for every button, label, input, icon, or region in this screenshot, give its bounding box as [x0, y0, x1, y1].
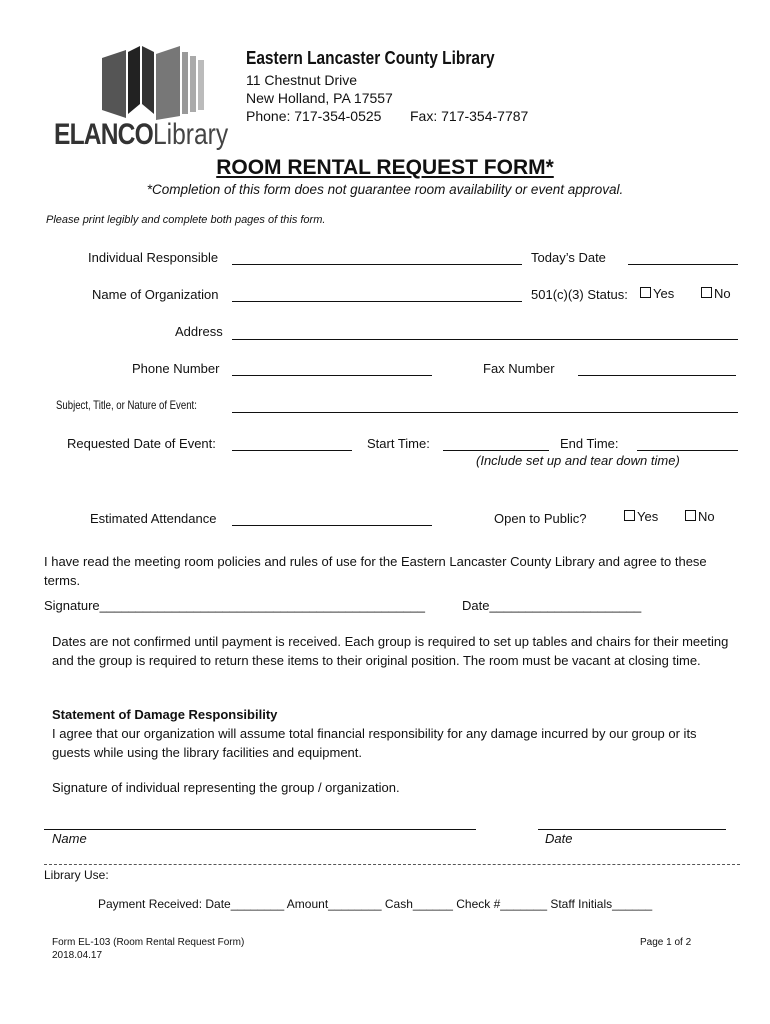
book-logo-icon: [100, 44, 210, 122]
status-yes-option[interactable]: [640, 286, 674, 301]
address-label: Address: [175, 324, 223, 339]
date-label: Date: [545, 831, 573, 846]
agreement-date[interactable]: Date_____________________: [462, 598, 642, 613]
todays-date-label: Today’s Date: [531, 250, 606, 265]
library-use-heading: Library Use:: [44, 868, 109, 882]
status-no-label: No: [714, 286, 731, 301]
checkbox-icon[interactable]: [685, 510, 696, 521]
damage-heading: Statement of Damage Responsibility: [52, 707, 278, 722]
address-line-2: New Holland, PA 17557: [246, 90, 393, 106]
library-logo: [54, 44, 229, 154]
form-instructions: Please print legibly and complete both pages of this form.: [46, 214, 326, 226]
fax-number-label: Fax Number: [483, 361, 555, 376]
checkbox-icon[interactable]: [624, 510, 635, 521]
status-501c3-label: 501(c)(3) Status:: [531, 287, 628, 302]
logo-wordmark-bold: ELANCO: [54, 118, 153, 151]
open-to-public-label: Open to Public?: [494, 511, 587, 526]
public-yes-label: Yes: [637, 509, 659, 524]
start-time-field[interactable]: [443, 450, 549, 451]
page-number: Page 1 of 2: [640, 937, 692, 948]
payment-received-line: Payment Received: Date________ Amount________ Cash______ Check #_______ Staff Initials______: [98, 897, 653, 911]
individual-responsible-label: Individual Responsible: [88, 250, 219, 265]
form-subtitle: *Completion of this form does not guarantee room availability or event approval.: [146, 182, 624, 197]
setup-note: (Include set up and tear down time): [476, 453, 680, 468]
public-no-label: No: [698, 509, 715, 524]
end-time-field[interactable]: [637, 450, 738, 451]
checkbox-icon[interactable]: [701, 287, 712, 298]
end-time-label: End Time:: [560, 436, 619, 451]
phone-line: Phone: 717-354-0525: [246, 108, 382, 124]
estimated-attendance-field[interactable]: [232, 525, 432, 526]
public-no-option[interactable]: [685, 509, 715, 524]
estimated-attendance-label: Estimated Attendance: [90, 511, 217, 526]
todays-date-field[interactable]: [628, 264, 738, 265]
agreement-signature[interactable]: Signature_____________________________________________: [44, 598, 425, 613]
individual-responsible-field[interactable]: [232, 264, 522, 265]
phone-number-label: Phone Number: [132, 361, 220, 376]
name-label: Name: [52, 831, 87, 846]
start-time-label: Start Time:: [367, 436, 430, 451]
subject-field[interactable]: [232, 412, 738, 413]
status-no-option[interactable]: [701, 286, 731, 301]
fax-number-field[interactable]: [578, 375, 736, 376]
address-line-1: 11 Chestnut Drive: [246, 72, 358, 88]
public-yes-option[interactable]: [624, 509, 658, 524]
form-revision: 2018.04.17: [52, 950, 103, 961]
organization-field[interactable]: [232, 301, 522, 302]
checkbox-icon[interactable]: [640, 287, 651, 298]
logo-wordmark-light: Library: [152, 118, 229, 151]
representative-date-field[interactable]: [538, 829, 726, 830]
requested-date-field[interactable]: [232, 450, 352, 451]
form-id: Form EL-103 (Room Rental Request Form): [52, 937, 245, 948]
payment-notice: Dates are not confirmed until payment is received. Each group is required to set up tables and chairs for their meeting and the group is required to return these items to their original position. The room must be vacant at closing time.: [52, 634, 729, 668]
status-yes-label: Yes: [653, 286, 675, 301]
damage-text: I agree that our organization will assume total financial responsibility for any damage incurred by our group or its guests while using the library facilities and equipment.: [52, 726, 697, 760]
section-divider: [44, 864, 740, 865]
fax-line: Fax: 717-354-7787: [410, 108, 529, 124]
form-title: ROOM RENTAL REQUEST FORM*: [216, 156, 554, 179]
organization-label: Name of Organization: [92, 287, 219, 302]
agreement-text: I have read the meeting room policies and rules of use for the Eastern Lancaster County Library and agree to these terms.: [44, 554, 707, 588]
damage-signature-prompt: Signature of individual representing the group / organization.: [52, 780, 400, 795]
representative-name-field[interactable]: [44, 829, 476, 830]
requested-date-label: Requested Date of Event:: [67, 436, 216, 451]
address-field[interactable]: [232, 339, 738, 340]
library-name: Eastern Lancaster County Library: [246, 48, 495, 68]
subject-label: Subject, Title, or Nature of Event:: [56, 398, 197, 412]
phone-number-field[interactable]: [232, 375, 432, 376]
